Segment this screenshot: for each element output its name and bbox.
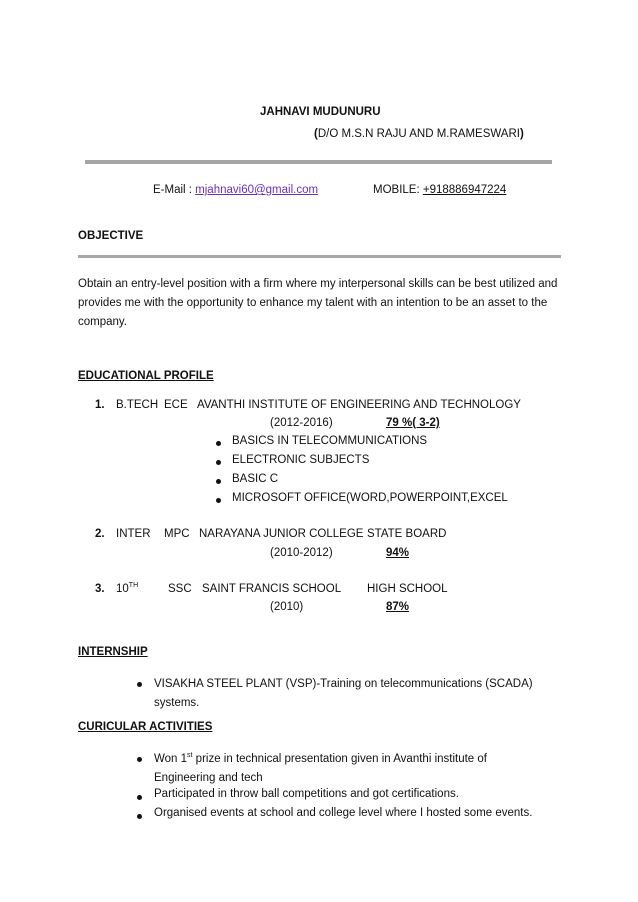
edu-3-years: (2010) <box>270 601 304 613</box>
edu-2-board: STATE BOARD <box>367 528 447 540</box>
bullet-icon <box>216 479 221 484</box>
header-divider <box>85 160 552 164</box>
bullet-icon <box>137 814 142 819</box>
edu-1-subject: MICROSOFT OFFICE(WORD,POWERPOINT,EXCEL <box>232 492 508 504</box>
internship-item: VISAKHA STEEL PLANT (VSP)-Training on telecommunications (SCADA) systems. <box>154 678 533 709</box>
activity-item: Won 1st prize in technical presentation given in Avanthi institute of Engineering and tech <box>154 752 487 784</box>
edu-3-institution: SAINT FRANCIS SCHOOL <box>202 583 342 595</box>
mobile-label: MOBILE: <box>373 184 423 196</box>
activity-item: Organised events at school and college level where I hosted some events. <box>154 807 533 819</box>
edu-1-number: 1. <box>95 399 105 411</box>
email-line <box>153 184 318 196</box>
mobile-line <box>373 184 506 196</box>
parents-text: D/O M.S.N RAJU AND M.RAMESWARI <box>317 128 520 140</box>
education-heading: EDUCATIONAL PROFILE <box>78 370 214 382</box>
edu-3-branch: SSC <box>168 583 192 595</box>
bullet-icon <box>137 795 142 800</box>
edu-2-score: 94% <box>386 547 410 559</box>
parents-close-paren: ) <box>519 128 524 140</box>
edu-3-number: 3. <box>95 583 105 595</box>
edu-3-course: 10TH <box>116 582 139 595</box>
parents-open-paren: ( <box>314 128 318 140</box>
internship-heading: INTERNSHIP <box>78 646 148 658</box>
bullet-icon <box>137 682 142 687</box>
edu-2-course: INTER <box>116 528 151 540</box>
email-label: E-Mail : <box>153 184 196 196</box>
edu-2-number: 2. <box>95 528 105 540</box>
edu-1-branch: ECE <box>164 399 188 411</box>
mobile-number: +918886947224 <box>422 184 507 196</box>
objective-divider <box>78 255 561 258</box>
edu-1-score: 79 %( 3-2) <box>386 417 440 429</box>
email-link[interactable]: mjahnavi60@gmail.com <box>195 184 319 196</box>
edu-3-board: HIGH SCHOOL <box>367 583 448 595</box>
edu-1-subject: BASICS IN TELECOMMUNICATIONS <box>232 435 428 447</box>
edu-1-subject: ELECTRONIC SUBJECTS <box>232 454 370 466</box>
edu-1-years: (2012-2016) <box>270 417 333 429</box>
activities-heading: CURICULAR ACTIVITIES <box>78 721 213 733</box>
edu-1-institution: AVANTHI INSTITUTE OF ENGINEERING AND TECHNOLOGY <box>197 399 521 411</box>
edu-2-years: (2010-2012) <box>270 547 333 559</box>
objective-text: Obtain an entry-level position with a firm where my interpersonal skills can be best utilized and provides me with the opportunity to enhance my talent with an intention to be an asset to the company. <box>78 278 558 328</box>
bullet-icon <box>137 757 142 762</box>
edu-2-institution: NARAYANA JUNIOR COLLEGE <box>199 528 364 540</box>
bullet-icon <box>216 441 221 446</box>
bullet-icon <box>216 498 221 503</box>
activity-item: Participated in throw ball competitions and got certifications. <box>154 788 459 800</box>
edu-1-subject: BASIC C <box>232 473 279 485</box>
parents-line <box>314 128 524 140</box>
edu-2-branch: MPC <box>164 528 190 540</box>
objective-heading: OBJECTIVE <box>78 230 144 242</box>
edu-3-score: 87% <box>386 601 410 613</box>
edu-1-course: B.TECH <box>116 399 159 411</box>
candidate-name: JAHNAVI MUDUNURU <box>260 106 381 118</box>
bullet-icon <box>216 460 221 465</box>
